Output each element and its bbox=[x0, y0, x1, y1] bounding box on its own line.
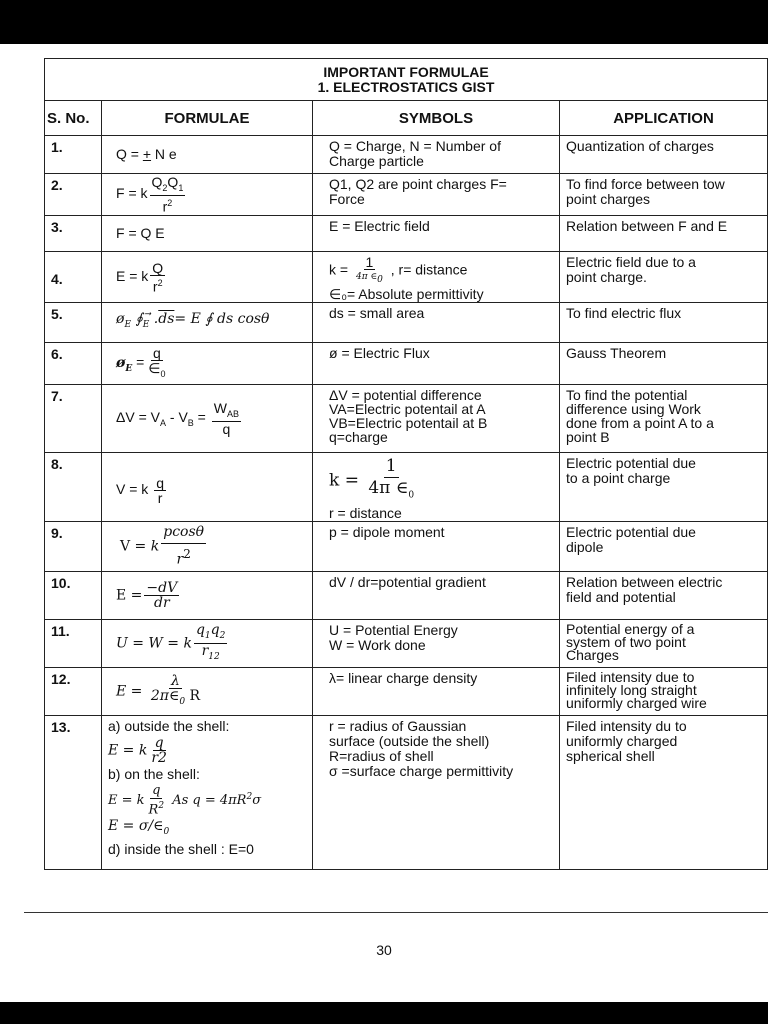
application-line: Charges bbox=[566, 647, 619, 664]
application-line: point charges bbox=[566, 191, 651, 207]
application-line: infinitely long straight bbox=[566, 682, 697, 699]
symbols-cell bbox=[313, 216, 560, 252]
formula-cell: $ø_E$ $∮_E⃗$ $.\overline{ds}= E$ ∮ ds cosθ bbox=[102, 303, 313, 343]
application-cell bbox=[560, 453, 768, 522]
application-line: spherical shell bbox=[566, 748, 655, 765]
application-cell bbox=[560, 572, 768, 620]
symbol-line: E = Electric field bbox=[329, 218, 430, 234]
row-number: 12. bbox=[45, 668, 102, 716]
table-title-row bbox=[45, 59, 768, 101]
application-line: done from a point A to a bbox=[566, 415, 714, 431]
application-line: To find electric flux bbox=[566, 305, 682, 321]
symbol-line: ø = Electric Flux bbox=[329, 345, 430, 361]
application-line: point B bbox=[566, 429, 610, 445]
page-number: 30 bbox=[376, 942, 392, 958]
symbols-cell bbox=[313, 668, 560, 716]
formula-cell: V = k $\frac{q}{r}$ bbox=[102, 453, 313, 522]
symbol-line: ∈₀= Absolute permittivity bbox=[329, 285, 484, 302]
formula-table bbox=[44, 58, 768, 870]
symbols-cell bbox=[313, 136, 560, 174]
symbol-line: VA=Electric potentail at A bbox=[329, 401, 486, 417]
column-header-row bbox=[45, 101, 768, 136]
symbol-line: q=charge bbox=[329, 429, 388, 445]
row-number: 9. bbox=[45, 522, 102, 572]
formula-cell: E = $\frac{\lambda}{2\pi\in_0 R}$ bbox=[102, 668, 313, 716]
application-line: point charge. bbox=[566, 269, 647, 285]
row-number: 1. bbox=[45, 136, 102, 174]
application-cell bbox=[560, 668, 768, 716]
symbols-cell: k = $\frac{1}{4\pi \in_0}$ , r= distance ∈₀= Absolute permittivity bbox=[313, 252, 560, 303]
symbol-line: p = dipole moment bbox=[329, 524, 445, 541]
row-number: 4. bbox=[45, 252, 102, 303]
table-row bbox=[45, 174, 768, 216]
symbol-line: r= distance bbox=[398, 261, 468, 278]
symbol-line: U = Potential Energy bbox=[329, 622, 458, 639]
symbol-line: Charge particle bbox=[329, 153, 424, 169]
formula-cell: a) outside the shell: E = k $\frac{q}{r2}$ b) on the shell: E = k $\frac{q}{R^2}$ As $q = 4\pi R^2\sigma$ $E = \sigma/\in_0$ d) inside the shell : E=0 bbox=[102, 716, 313, 870]
table-row bbox=[45, 522, 768, 572]
col-header-application: APPLICATION bbox=[560, 101, 768, 136]
symbol-line: r = radius of Gaussian bbox=[329, 718, 467, 735]
shell-on-label: b) on the shell: bbox=[108, 766, 200, 783]
application-cell bbox=[560, 174, 768, 216]
table-row bbox=[45, 385, 768, 453]
bottom-black-bar bbox=[0, 1002, 768, 1024]
formula-cell: U = W = k $\frac{q_1q_2}{r_{12}}$ bbox=[102, 620, 313, 668]
symbol-line: dV / dr=potential gradient bbox=[329, 574, 486, 591]
col-header-symbols: SYMBOLS bbox=[313, 101, 560, 136]
row-number: 5. bbox=[45, 303, 102, 343]
row-number: 7. bbox=[45, 385, 102, 453]
application-line: To find the potential bbox=[566, 387, 688, 403]
col-header-formulae: FORMULAE bbox=[102, 101, 313, 136]
symbols-cell bbox=[313, 620, 560, 668]
application-line: Gauss Theorem bbox=[566, 345, 667, 361]
formula-cell: F = Q E bbox=[102, 216, 313, 252]
application-cell bbox=[560, 343, 768, 385]
application-line: field and potential bbox=[566, 589, 676, 606]
row-number: 6. bbox=[45, 343, 102, 385]
symbols-cell bbox=[313, 385, 560, 453]
application-line: To find force between tow bbox=[566, 176, 725, 192]
application-cell bbox=[560, 385, 768, 453]
symbol-line: Force bbox=[329, 191, 365, 207]
row-number: 3. bbox=[45, 216, 102, 252]
top-black-bar bbox=[0, 0, 768, 44]
row-number: 13. bbox=[45, 716, 102, 870]
row-number: 11. bbox=[45, 620, 102, 668]
shell-outside-label: a) outside the shell: bbox=[108, 718, 230, 735]
table-row bbox=[45, 216, 768, 252]
application-cell bbox=[560, 216, 768, 252]
application-line: difference using Work bbox=[566, 401, 701, 417]
application-cell bbox=[560, 716, 768, 870]
table-row bbox=[45, 668, 768, 716]
table-row bbox=[45, 453, 768, 522]
application-line: Relation between electric bbox=[566, 574, 723, 591]
application-line: Potential energy of a bbox=[566, 621, 695, 638]
formula-cell: $\Delta V = V_A - V_B$ = $\frac{W_{AB}}{q}$ bbox=[102, 385, 313, 453]
application-line: Electric potential due bbox=[566, 524, 696, 541]
row-number: 8. bbox=[45, 453, 102, 522]
symbols-cell bbox=[313, 572, 560, 620]
application-line: Electric potential due bbox=[566, 455, 696, 471]
table-row bbox=[45, 620, 768, 668]
table-row bbox=[45, 716, 768, 870]
symbol-line: surface (outside the shell) bbox=[329, 733, 490, 750]
table-row bbox=[45, 343, 768, 385]
symbols-cell bbox=[313, 522, 560, 572]
table-row bbox=[45, 252, 768, 303]
footer-divider bbox=[24, 912, 768, 913]
application-cell bbox=[560, 522, 768, 572]
symbols-cell bbox=[313, 716, 560, 870]
application-cell bbox=[560, 136, 768, 174]
table-row bbox=[45, 136, 768, 174]
application-line: dipole bbox=[566, 539, 604, 556]
symbol-line: ds = small area bbox=[329, 305, 425, 321]
symbol-line: Q = Charge, N = Number of bbox=[329, 138, 501, 154]
application-cell bbox=[560, 620, 768, 668]
symbol-line: Q1, Q2 are point charges F= bbox=[329, 176, 507, 192]
application-line: Relation between F and E bbox=[566, 218, 728, 234]
shell-inside-label: d) inside the shell : E=0 bbox=[108, 841, 254, 858]
formula-cell: $ø_E$ = $\frac{q}{\in_0}$ bbox=[102, 343, 313, 385]
formula-cell: E = k $\frac{Q}{r^2}$ bbox=[102, 252, 313, 303]
application-cell bbox=[560, 252, 768, 303]
symbols-cell bbox=[313, 343, 560, 385]
symbol-line: R=radius of shell bbox=[329, 748, 434, 765]
symbol-line: ΔV = potential difference bbox=[329, 387, 482, 403]
symbol-line: W = Work done bbox=[329, 637, 426, 654]
formula-cell: Q = + N e bbox=[102, 136, 313, 174]
symbol-line: λ= linear charge density bbox=[329, 670, 478, 687]
symbol-line: σ =surface charge permittivity bbox=[329, 763, 514, 780]
col-header-sno: S. No. bbox=[45, 101, 102, 136]
table-title: IMPORTANT FORMULAE bbox=[323, 63, 489, 80]
application-line: uniformly charged wire bbox=[566, 695, 707, 712]
symbols-cell bbox=[313, 174, 560, 216]
table-subtitle: 1. ELECTROSTATICS GIST bbox=[317, 78, 495, 95]
table-row bbox=[45, 572, 768, 620]
application-line: Filed intensity du to bbox=[566, 718, 687, 735]
application-cell bbox=[560, 303, 768, 343]
symbols-cell bbox=[313, 303, 560, 343]
symbols-cell: k = $\frac{1}{4\pi \in_0}$ r = distance bbox=[313, 453, 560, 522]
application-line: uniformly charged bbox=[566, 733, 678, 750]
application-line: system of two point bbox=[566, 634, 686, 651]
table-row bbox=[45, 303, 768, 343]
row-number: 2. bbox=[45, 174, 102, 216]
application-line: Quantization of charges bbox=[566, 138, 714, 154]
formula-cell: F = k $\frac{Q_2Q_1}{r^2}$ bbox=[102, 174, 313, 216]
symbol-line: VB=Electric potentail at B bbox=[329, 415, 488, 431]
symbol-line: r = distance bbox=[329, 505, 402, 522]
formula-cell: E = $\frac{-dV}{dr}$ bbox=[102, 572, 313, 620]
application-line: Filed intensity due to bbox=[566, 669, 695, 686]
formula-cell: V = k $\frac{pcos\theta}{r^2}$ bbox=[102, 522, 313, 572]
row-number: 10. bbox=[45, 572, 102, 620]
application-line: Electric field due to a bbox=[566, 254, 696, 270]
application-line: to a point charge bbox=[566, 470, 671, 486]
